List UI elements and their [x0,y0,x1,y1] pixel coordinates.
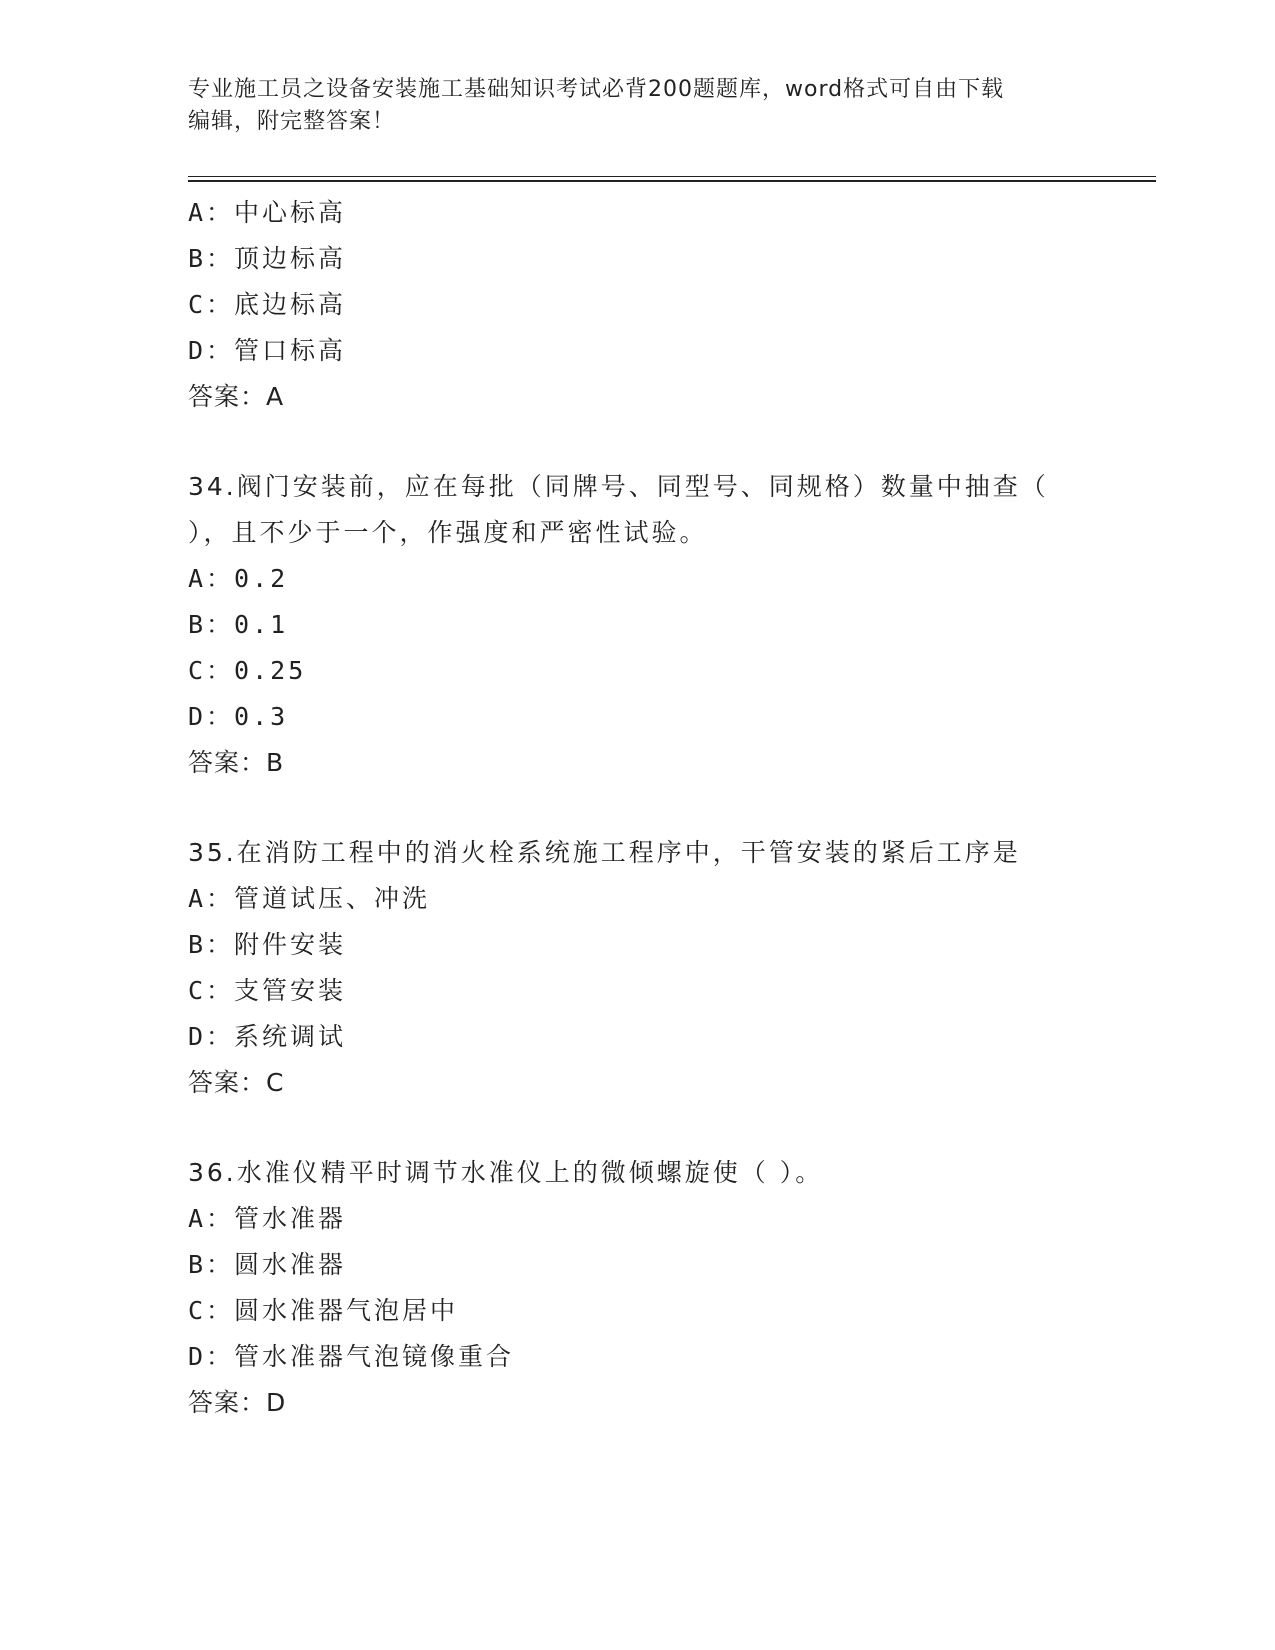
question-36-block [188,1150,1156,1426]
answer: 答案：A [188,382,285,411]
option-c: C：圆水准器气泡居中 [188,1296,459,1325]
answer: 答案：C [188,1068,285,1097]
question-text-line-1: 35.在消防工程中的消火栓系统施工程序中，干管安装的紧后工序是 [188,838,1021,867]
spacer [188,1106,1156,1150]
question-35-block [188,830,1156,1106]
question-33-block [188,190,1156,420]
option-a: A：0.2 [188,564,289,593]
question-text-line-2: ），且不少于一个，作强度和严密性试验。 [188,518,708,547]
option-b: B：圆水准器 [188,1250,347,1279]
option-c: C：底边标高 [188,290,347,319]
option-d: D：0.3 [188,702,289,731]
question-text-line-1: 36.水准仪精平时调节水准仪上的微倾螺旋使（ ）。 [188,1158,824,1187]
option-b: B：附件安装 [188,930,347,959]
question-34-block [188,464,1156,786]
answer: 答案：B [188,748,285,777]
question-list [188,190,1156,1426]
question-text-line-1: 34.阀门安装前，应在每批（同牌号、同型号、同规格）数量中抽查（ [188,472,1049,501]
option-a: A：管道试压、冲洗 [188,884,431,913]
header-divider-thin [188,176,1156,177]
option-a: A：管水准器 [188,1204,347,1233]
document-header [188,74,1088,138]
header-line-2: 编辑，附完整答案！ [188,109,396,134]
spacer [188,786,1156,830]
option-b: B：顶边标高 [188,244,347,273]
header-line-1: 专业施工员之设备安装施工基础知识考试必背200题题库，word格式可自由下载 [188,77,1005,102]
spacer [188,420,1156,464]
option-a: A：中心标高 [188,198,347,227]
option-c: C：支管安装 [188,976,347,1005]
header-divider-thick [188,180,1156,182]
option-c: C：0.25 [188,656,307,685]
answer: 答案：D [188,1388,287,1417]
option-d: D：管口标高 [188,336,347,365]
option-b: B：0.1 [188,610,289,639]
option-d: D：系统调试 [188,1022,347,1051]
option-d: D：管水准器气泡镜像重合 [188,1342,515,1371]
